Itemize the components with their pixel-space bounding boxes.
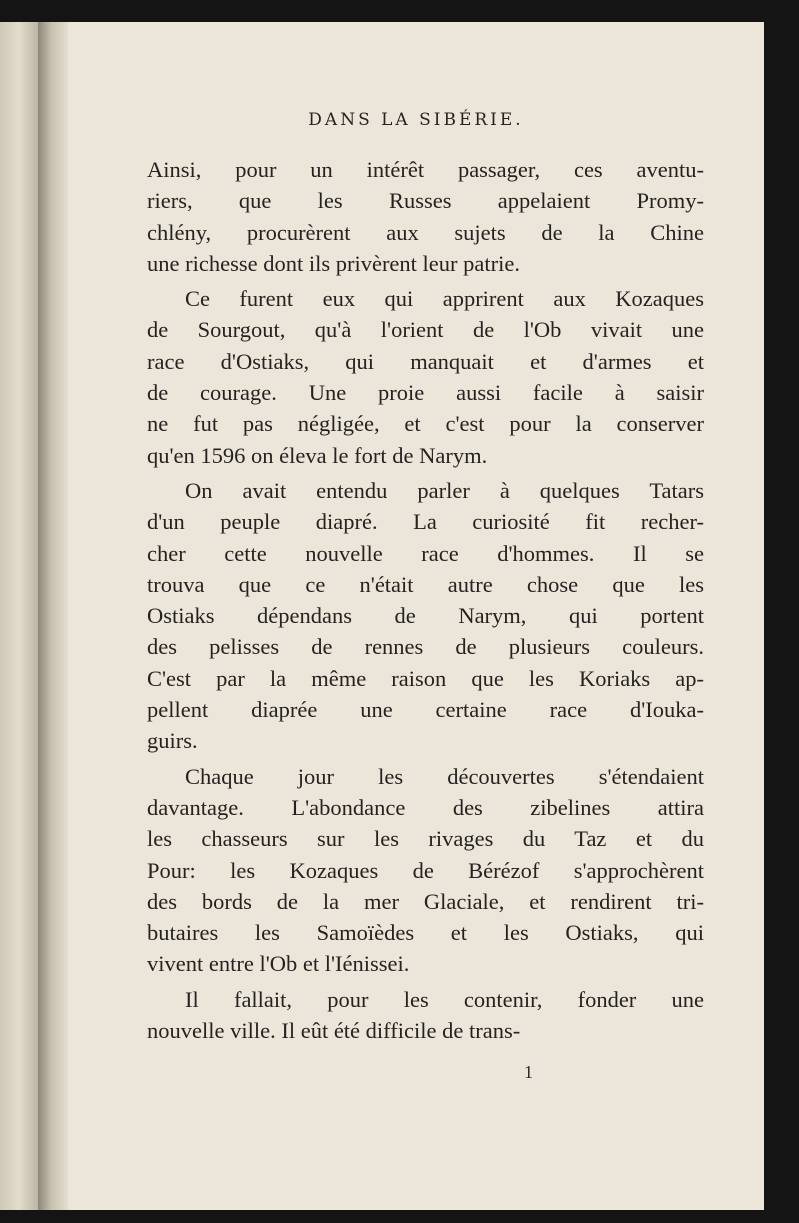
text-line: Ostiaks dépendans de Narym, qui portent — [147, 603, 704, 629]
text-line: les chasseurs sur les rivages du Taz et du — [147, 826, 704, 852]
text-line: de Sourgout, qu'à l'orient de l'Ob vivait une — [147, 317, 704, 343]
text-line: trouva que ce n'était autre chose que les — [147, 571, 704, 597]
text-line: Il fallait, pour les contenir, fonder une — [185, 986, 704, 1012]
text-line: de courage. Une proie aussi facile à saisir — [147, 380, 704, 406]
text-line: ne fut pas négligée, et c'est pour la conserver — [147, 411, 704, 437]
text-line: des bords de la mer Glaciale, et rendirent tri- — [147, 888, 704, 914]
paragraph — [147, 154, 704, 279]
text-line: d'un peuple diapré. La curiosité fit recher- — [147, 509, 704, 535]
book-page — [68, 22, 764, 1210]
paragraph — [147, 984, 704, 1047]
text-line: Ce furent eux qui apprirent aux Kozaques — [185, 286, 704, 312]
text-line: qu'en 1596 on éleva le fort de Narym. — [147, 442, 488, 468]
text-line: davantage. L'abondance des zibelines attira — [147, 794, 704, 820]
text-line: nouvelle ville. Il eût été difficile de trans- — [147, 1018, 521, 1044]
text-line: Chaque jour les découvertes s'étendaient — [185, 763, 704, 789]
running-head: DANS LA SIBÉRIE. — [308, 110, 524, 130]
text-line: butaires les Samoïèdes et les Ostiaks, qui — [147, 920, 704, 946]
text-line: vivent entre l'Ob et l'Iénissei. — [147, 951, 410, 977]
signature-mark: 1 — [524, 1062, 533, 1082]
paragraph — [147, 761, 704, 980]
text-line: riers, que les Russes appelaient Promy- — [147, 188, 704, 214]
text-line: cher cette nouvelle race d'hommes. Il se — [147, 540, 704, 566]
text-line: race d'Ostiaks, qui manquait et d'armes et — [147, 348, 704, 374]
body-text — [147, 154, 704, 1046]
paragraph — [147, 475, 704, 757]
text-line: Pour: les Kozaques de Bérézof s'approchèrent — [147, 857, 704, 883]
text-line: On avait entendu parler à quelques Tatars — [185, 477, 704, 503]
text-line: une richesse dont ils privèrent leur patrie. — [147, 250, 520, 276]
text-line: pellent diaprée une certaine race d'Iouka- — [147, 697, 704, 723]
text-line: guirs. — [147, 728, 198, 754]
book-gutter — [38, 22, 68, 1210]
facing-page-edge — [0, 22, 38, 1210]
text-line: C'est par la même raison que les Koriaks ap- — [147, 665, 704, 691]
paragraph — [147, 283, 704, 471]
text-line: Ainsi, pour un intérêt passager, ces aventu- — [147, 157, 704, 182]
text-line: des pelisses de rennes de plusieurs couleurs. — [147, 634, 704, 660]
text-line: chlény, procurèrent aux sujets de la Chine — [147, 219, 704, 245]
